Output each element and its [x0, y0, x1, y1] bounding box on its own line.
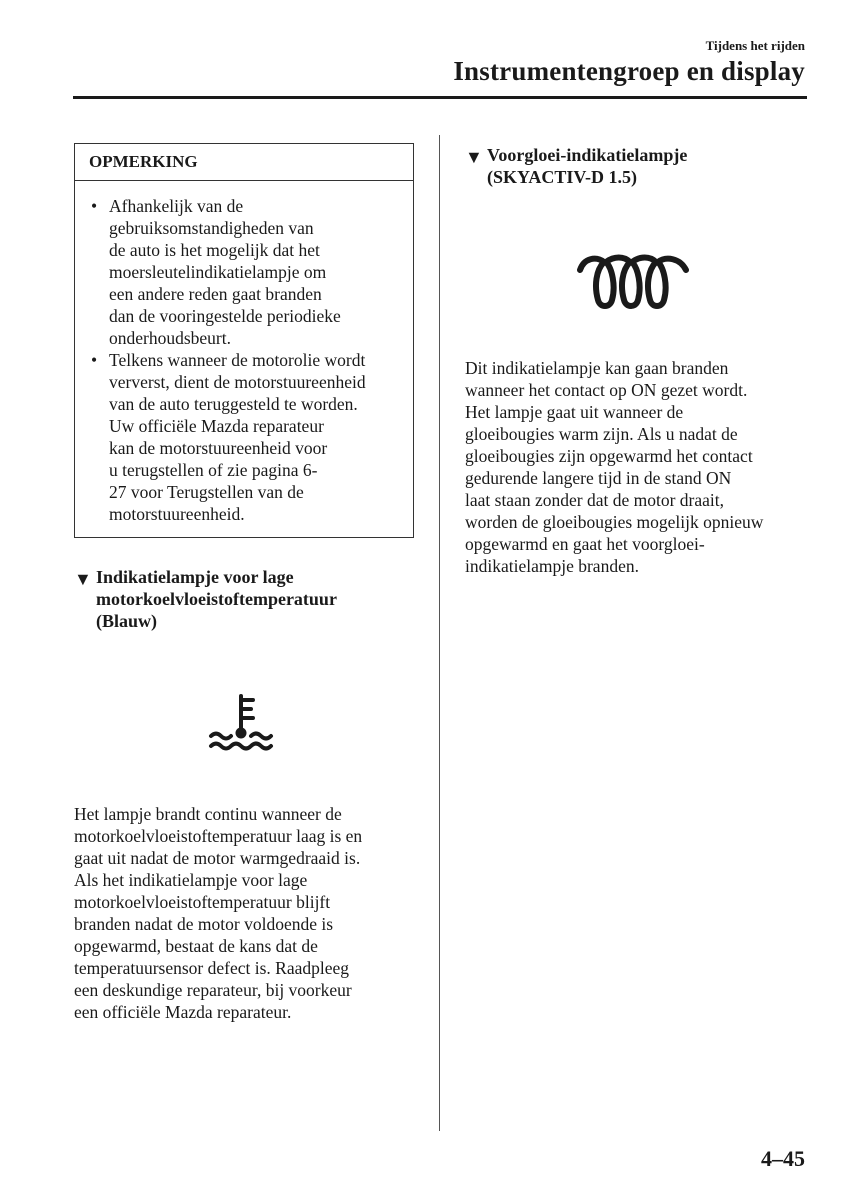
header-section-label: Tijdens het rijden — [705, 38, 805, 53]
column-divider — [439, 135, 440, 1131]
coolant-description — [74, 803, 362, 1023]
note-line: onderhoudsbeurt. — [109, 328, 231, 348]
paragraph-line: gedurende langere tijd in de stand ON — [465, 468, 732, 488]
heading-line: Indikatielampje voor lage — [96, 567, 294, 587]
note-line: een andere reden gaat branden — [109, 284, 322, 304]
paragraph-line: Het lampje gaat uit wanneer de — [465, 402, 684, 422]
note-line: gebruiksomstandigheden van — [109, 218, 314, 238]
paragraph-line: branden nadat de motor voldoende is — [74, 914, 334, 934]
paragraph-line: Als het indikatielampje voor lage — [74, 870, 308, 890]
paragraph-line: opgewarmd, bestaat de kans dat de — [74, 936, 318, 956]
note-line: u terugstellen of zie pagina 6- — [109, 460, 318, 480]
paragraph-line: laat staan zonder dat de motor draait, — [465, 490, 724, 510]
note-list — [75, 181, 413, 525]
note-line: moersleutelindikatielampje om — [109, 262, 327, 282]
paragraph-line: worden de gloeibougies mogelijk opnieuw — [465, 512, 764, 532]
note-box — [74, 143, 414, 538]
triangle-marker-icon: ▼ — [74, 569, 92, 589]
paragraph-line: gloeibougies zijn opgewarmd het contact — [465, 446, 753, 466]
paragraph-line: gaat uit nadat de motor warmgedraaid is. — [74, 848, 361, 868]
paragraph-line: motorkoelvloeistoftemperatuur blijft — [74, 892, 331, 912]
bullet-icon: • — [91, 350, 98, 370]
bullet-icon: • — [91, 196, 98, 216]
paragraph-line: motorkoelvloeistoftemperatuur laag is en — [74, 826, 363, 846]
note-item — [89, 349, 405, 525]
paragraph-line: een officiële Mazda reparateur. — [74, 1002, 292, 1022]
glow-description — [465, 357, 763, 577]
note-line: kan de motorstuureenheid voor — [109, 438, 328, 458]
note-line: Telkens wanneer de motorolie wordt — [109, 350, 366, 370]
heading-line: (Blauw) — [96, 611, 158, 631]
coolant-section-heading — [74, 566, 337, 632]
note-line: 27 voor Terugstellen van de — [109, 482, 304, 502]
coolant-temperature-icon — [205, 690, 277, 754]
page-title: Instrumentengroep en display — [453, 56, 805, 86]
glow-plug-icon — [574, 250, 694, 314]
paragraph-line: een deskundige reparateur, bij voorkeur — [74, 980, 352, 1000]
note-line: Uw officiële Mazda reparateur — [109, 416, 324, 436]
paragraph-line: Dit indikatielampje kan gaan branden — [465, 358, 729, 378]
paragraph-line: opgewarmd en gaat het voorgloei- — [465, 534, 705, 554]
heading-line: motorkoelvloeistoftemperatuur — [96, 589, 337, 609]
note-title: OPMERKING — [75, 144, 413, 181]
note-item — [89, 195, 405, 349]
paragraph-line: wanneer het contact op ON gezet wordt. — [465, 380, 748, 400]
note-line: Afhankelijk van de — [109, 196, 244, 216]
note-line: motorstuureenheid. — [109, 504, 245, 524]
heading-line: Voorgloei-indikatielampje — [487, 145, 688, 165]
note-line: ververst, dient de motorstuureenheid — [109, 372, 366, 392]
page-number: 4–45 — [761, 1146, 805, 1171]
paragraph-line: temperatuursensor defect is. Raadpleeg — [74, 958, 350, 978]
triangle-marker-icon: ▼ — [465, 147, 483, 167]
heading-line: (SKYACTIV-D 1.5) — [487, 167, 638, 187]
header-rule — [73, 96, 807, 99]
note-line: de auto is het mogelijk dat het — [109, 240, 320, 260]
paragraph-line: indikatielampje branden. — [465, 556, 639, 576]
paragraph-line: gloeibougies warm zijn. Als u nadat de — [465, 424, 738, 444]
note-line: dan de vooringestelde periodieke — [109, 306, 341, 326]
glow-section-heading — [465, 144, 687, 188]
paragraph-line: Het lampje brandt continu wanneer de — [74, 804, 342, 824]
note-line: van de auto teruggesteld te worden. — [109, 394, 358, 414]
